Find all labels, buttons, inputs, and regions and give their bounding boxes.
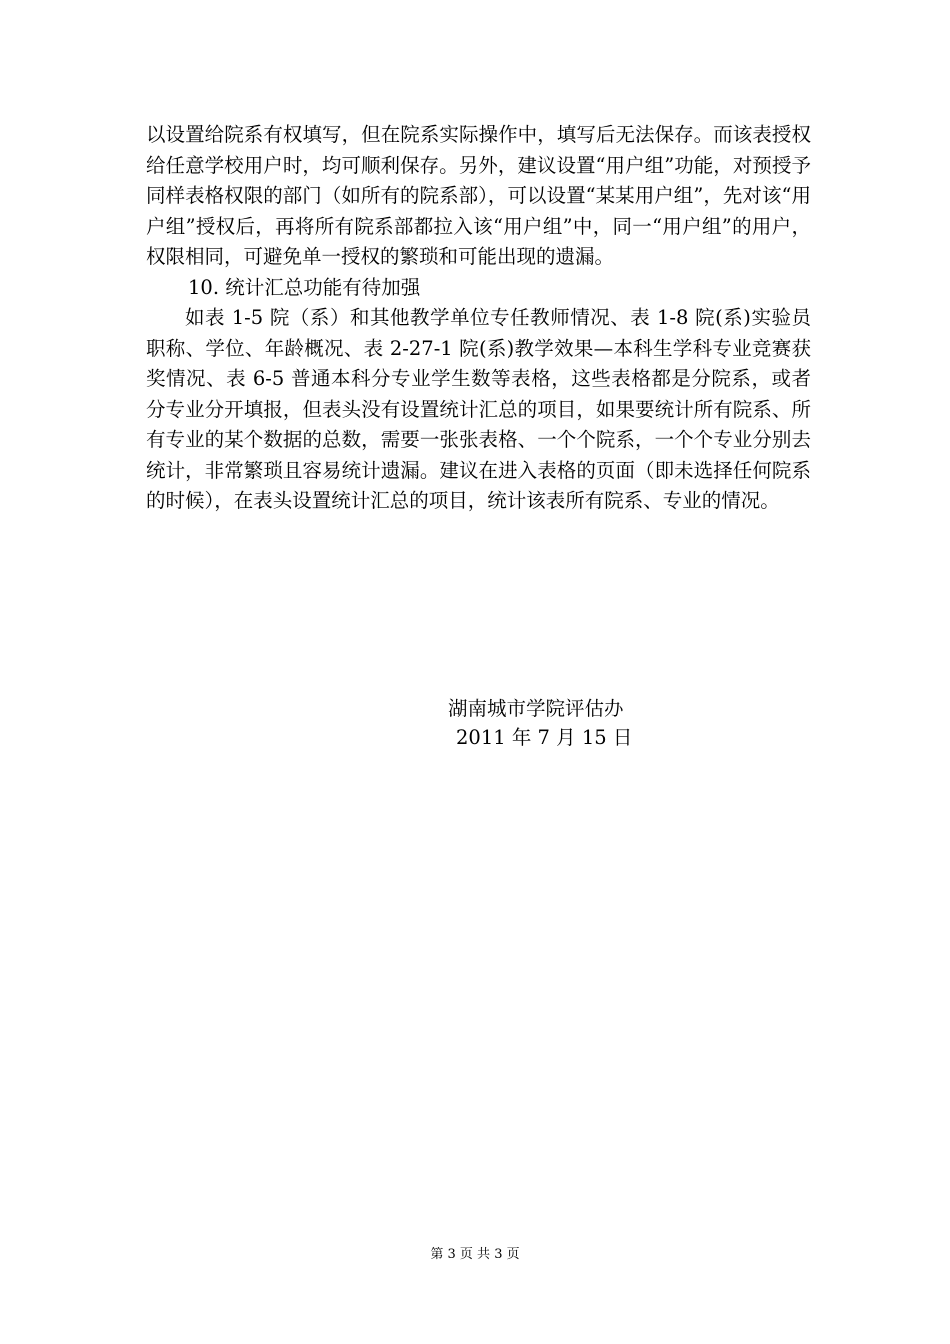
paragraph-continuation: 以设置给院系有权填写，但在院系实际操作中，填写后无法保存。而该表授权给任意学校用户时，均可顺利保存。另外，建议设置“用户组”功能，对预授予同样表格权限的部门（如所有的院系部），可以设置“某某用户组”，先对该“用户组”授权后，再将所有院系部都拉入该“用户组”中，同一“用户组”的用户，权限相同，可避免单一授权的繁琐和可能出现的遗漏。 xyxy=(146,123,811,268)
signature-date: 2011 年 7 月 15 日 xyxy=(456,726,633,749)
signature-block xyxy=(448,694,632,752)
page-footer: 第 3 页 共 3 页 xyxy=(430,1247,520,1262)
signature-organization: 湖南城市学院评估办 xyxy=(448,697,624,720)
paragraph-statistics: 如表 1-5 院（系）和其他教学单位专任教师情况、表 1-8 院(系)实验员职称、学位、年龄概况、表 2-27-1 院(系)教学效果—本科生学科专业竞赛获奖情况、表 6-5 普通本科分专业学生数等表格，这些表格都是分院系，或者分专业分开填报，但表头没有设置统计汇总的项目，如果要统计所有院系、所有专业的某个数据的总数，需要一张张表格、一个个院系，一个个专业分别去统计，非常繁琐且容易统计遗漏。建议在进入表格的页面（即未选择任何院系的时候），在表头设置统计汇总的项目，统计该表所有院系、专业的情况。 xyxy=(146,306,811,512)
section-heading: 10. 统计汇总功能有待加强 xyxy=(188,275,421,299)
document-body xyxy=(146,120,811,517)
